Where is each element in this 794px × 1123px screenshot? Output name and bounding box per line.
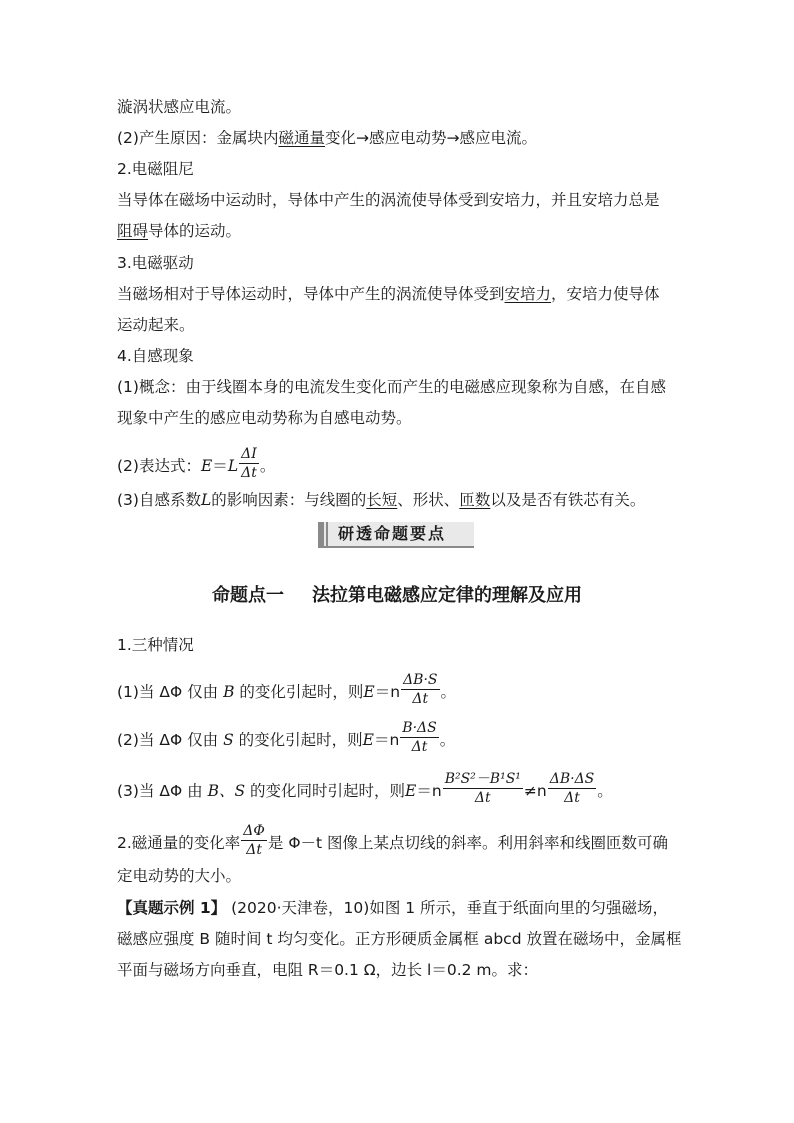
text-span: 的变化同时引起时，则 — [250, 782, 406, 800]
section-heading — [0, 584, 794, 608]
text-line: 运动起来。 — [117, 316, 195, 334]
text-line: 平面与磁场方向垂直，电阻 R＝0.1 Ω，边长 l＝0.2 m。求： — [117, 961, 539, 979]
text-span: 变化→感应电动势→感应电流。 — [324, 129, 537, 147]
text-span: 、形状、 — [397, 491, 460, 509]
text-span: ，安培力使导体 — [551, 285, 660, 303]
text-span: (1)当 ΔΦ 仅由 — [117, 683, 219, 701]
text-span: 。 — [440, 683, 457, 701]
banner-bar — [326, 522, 328, 546]
subheading: 1.三种情况 — [117, 636, 194, 654]
formula-line — [117, 674, 456, 711]
text-line — [117, 897, 668, 919]
variable: L — [227, 457, 239, 475]
text-span: (2020·天津卷，10)如图 1 所示，垂直于纸面向里的匀强磁场， — [231, 899, 669, 917]
underlined-term: 磁通量 — [278, 129, 325, 147]
text-line: 当导体在磁场中运动时，导体中产生的涡流使导体受到安培力，并且安培力总是 — [117, 191, 660, 209]
fraction-numerator: ΔB·ΔS — [549, 771, 595, 787]
subheading: 4.自感现象 — [117, 347, 194, 365]
fraction-denominator: Δt — [241, 465, 257, 481]
text-span: 。 — [597, 782, 613, 800]
text-span: (2)产生原因：金属块内 — [117, 129, 279, 147]
fraction-denominator: Δt — [411, 739, 428, 755]
fraction-numerator: ΔB·S — [403, 672, 438, 688]
section-banner-title: 研透命题要点 — [338, 524, 447, 543]
text-line — [117, 220, 241, 242]
text-line: 定电动势的大小。 — [117, 867, 242, 885]
text-span: (2)表达式： — [117, 457, 201, 475]
variable: L — [200, 491, 212, 509]
variable: E — [200, 457, 213, 475]
formula-line — [117, 722, 455, 759]
underlined-term: 安培力 — [504, 285, 552, 303]
banner-bar — [318, 522, 324, 546]
subheading: 3.电磁驱动 — [117, 254, 194, 272]
fraction — [401, 671, 439, 708]
text-span: 导体的运动。 — [148, 222, 242, 240]
text-line: (1)概念：由于线圈本身的电流发生变化而产生的电磁感应现象称为自感，在自感 — [117, 378, 666, 396]
underlined-term: 匝数 — [459, 491, 491, 509]
text-span: 的变化引起时，则 — [238, 731, 363, 749]
heading-title: 法拉第电磁感应定律的理解及应用 — [312, 585, 582, 606]
fraction-denominator: Δt — [246, 842, 262, 858]
fraction-numerator: B²S²－B¹S¹ — [444, 771, 521, 787]
fraction-denominator: Δt — [474, 790, 491, 806]
text-span: 当磁场相对于导体运动时，导体中产生的涡流使导体受到 — [117, 285, 505, 303]
formula-line — [117, 825, 668, 862]
example-label: 【真题示例 1】 — [117, 899, 227, 917]
variable: B — [223, 683, 235, 701]
text-span: 的变化引起时，则 — [239, 683, 364, 701]
text-span: 。 — [259, 457, 276, 475]
fraction — [239, 445, 259, 482]
text-span: ＝n — [374, 683, 401, 701]
text-span: ＝n — [416, 782, 442, 800]
variable: B、S — [207, 782, 246, 800]
text-span: 以及是否有铁芯有关。 — [490, 491, 646, 509]
section-banner — [318, 522, 474, 548]
text-span: ＝n — [373, 731, 400, 749]
text-span: 的影响因素：与线圈的 — [211, 491, 367, 509]
fraction-denominator: Δt — [412, 691, 429, 707]
heading-number: 命题点一 — [212, 585, 284, 606]
text-span: (3)自感系数 — [117, 491, 201, 509]
formula-line — [117, 773, 613, 810]
variable: E — [363, 683, 375, 701]
fraction-numerator: ΔI — [239, 445, 259, 464]
text-line — [117, 283, 660, 305]
fraction-numerator: B·ΔS — [402, 720, 437, 736]
text-line: 磁感应强度 B 随时间 t 均匀变化。正方形硬质金属框 abcd 放置在磁场中，金属框 — [117, 930, 682, 948]
variable: E — [362, 731, 374, 749]
text-span: 是 Φ－t 图像上某点切线的斜率。利用斜率和线圈匝数可确 — [267, 834, 669, 852]
subheading: 2.电磁阻尼 — [117, 160, 194, 178]
text-line: 现象中产生的感应电动势称为自感电动势。 — [117, 409, 412, 427]
fraction-denominator: Δt — [564, 790, 580, 806]
text-span: ＝ — [212, 457, 228, 475]
formula-line — [117, 448, 275, 485]
fraction — [400, 719, 438, 756]
underlined-term: 长短 — [366, 491, 398, 509]
fraction — [443, 770, 523, 807]
text-span: (3)当 ΔΦ 由 — [117, 782, 203, 800]
fraction-numerator: ΔΦ — [243, 823, 265, 839]
text-line — [117, 127, 537, 149]
text-span: ≠n — [523, 782, 547, 800]
text-span: 。 — [439, 731, 456, 749]
fraction — [548, 770, 597, 807]
text-line: 漩涡状感应电流。 — [117, 98, 242, 116]
variable: S — [223, 731, 234, 749]
underlined-term: 阻碍 — [117, 222, 149, 240]
variable: E — [405, 782, 417, 800]
text-span: 2.磁通量的变化率 — [117, 834, 241, 852]
text-span: (2)当 ΔΦ 仅由 — [117, 731, 219, 749]
fraction — [241, 822, 267, 859]
text-line — [117, 489, 645, 511]
